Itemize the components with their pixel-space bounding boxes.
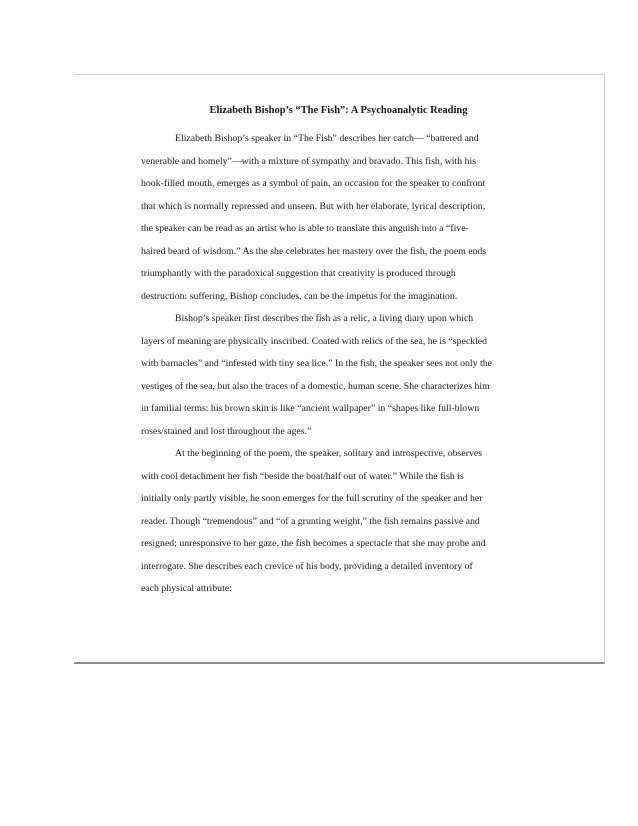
document-page [74,74,605,664]
text-line: Bishop’s speaker first describes the fish as a relic, a living diary upon which [175,313,474,324]
document-title: Elizabeth Bishop’s “The Fish”: A Psychoanalytic Reading [209,105,468,116]
text-line: haired beard of wisdom.” As the she celebrates her mastery over the fish, the poem ends [141,245,487,257]
text-line: venerable and homely”—with a mixture of sympathy and bravado. This fish, with his [141,155,477,167]
text-line: interrogate. She describes each crevice of his body, providing a detailed inventory of [141,560,473,572]
text-line: in familial terms: his brown skin is like “ancient wallpaper” in “shapes like full-blown [141,403,480,414]
text-line: the speaker can be read as an artist who is able to translate this anguish into a “five- [141,223,469,234]
text-line: each physical attribute: [141,583,232,594]
page-content [141,104,536,601]
text-line: triumphantly with the paradoxical suggestion that creativity is produced through [141,268,456,279]
text-line: At the beginning of the poem, the speaker, solitary and introspective, observes [175,448,483,459]
text-line: hook-filled mouth, emerges as a symbol of pain, an occasion for the speaker to confront [141,178,486,189]
text-line: layers of meaning are physically inscribed. Coated with relics of the sea, he is “speckled [141,335,488,347]
text-line: resigned; unresponsive to her gaze, the fish becomes a spectacle that she may probe and [141,538,486,549]
paragraph-1 [141,128,536,308]
text-line: that which is normally repressed and unseen. But with her elaborate, lyrical description, [141,200,486,212]
text-line: destruction: suffering, Bishop concludes, can be the impetus for the imagination. [141,290,458,302]
text-line: vestiges of the sea, but also the traces of a domestic, human scene. She characterizes him [141,380,490,392]
text-line: with cool detachment her fish “beside the boat/half out of water.” While the fish is [141,470,464,482]
text-line: with barnacles” and “infested with tiny sea lice.” In the fish, the speaker sees not only the [141,358,492,369]
paragraph-2 [141,308,536,443]
text-line: roses/stained and lost throughout the ages.” [141,425,312,437]
text-line: initially only partly visible, he soon emerges for the full scrutiny of the speaker and her [141,493,483,504]
paragraph-3 [141,443,536,601]
text-line: reader. Though “tremendous” and “of a grunting weight,” the fish remains passive and [141,515,480,527]
text-line: Elizabeth Bishop’s speaker in “The Fish” describes her catch— “battered and [175,133,479,144]
